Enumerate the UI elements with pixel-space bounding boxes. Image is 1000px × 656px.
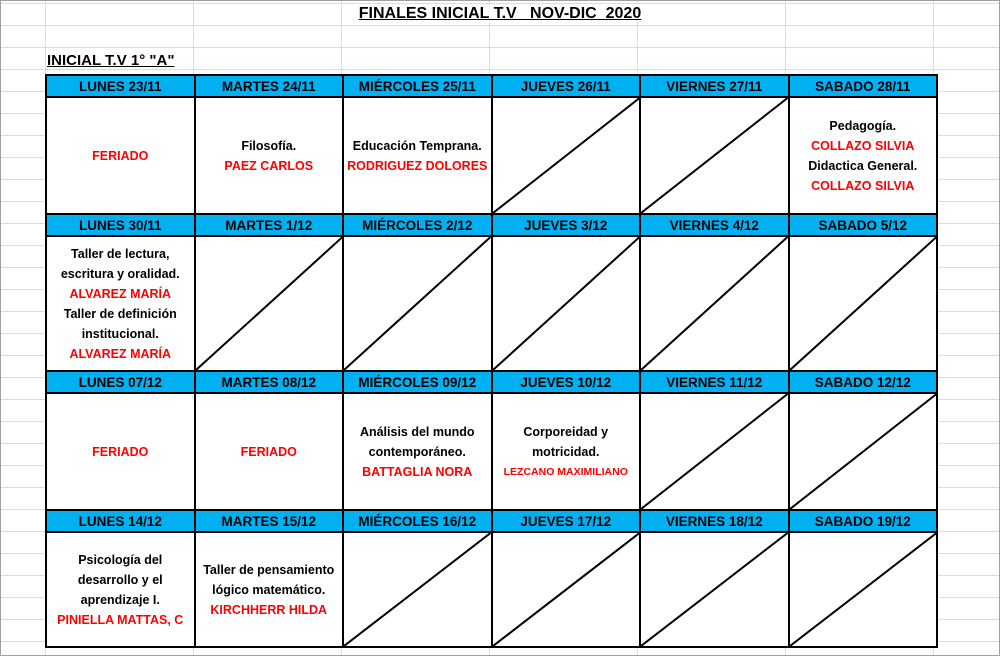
teacher-name: COLLAZO SILVIA xyxy=(811,138,915,153)
subject-name: Taller de definición xyxy=(63,306,177,321)
diagonal-line xyxy=(641,394,788,509)
exam-entry xyxy=(344,136,491,176)
day-header-monday: LUNES 14/12 xyxy=(46,510,195,532)
empty-cell xyxy=(492,532,641,647)
exam-cell xyxy=(46,236,195,371)
no-exam-slash xyxy=(493,237,640,370)
exam-entry xyxy=(47,146,194,166)
empty-cell xyxy=(492,97,641,214)
diagonal-line xyxy=(344,237,491,370)
subject-name: institucional. xyxy=(81,326,159,341)
subject-name: desarrollo y el xyxy=(77,572,163,587)
day-header-thursday: JUEVES 3/12 xyxy=(492,214,641,236)
empty-cell xyxy=(640,532,789,647)
diagonal-line xyxy=(790,394,937,509)
day-header-saturday: SABADO 5/12 xyxy=(789,214,938,236)
schedule-table xyxy=(45,74,938,648)
day-header-friday: VIERNES 27/11 xyxy=(640,75,789,97)
day-header-friday: VIERNES 4/12 xyxy=(640,214,789,236)
day-header-wednesday: MIÉRCOLES 09/12 xyxy=(343,371,492,393)
diagonal-line xyxy=(641,98,788,213)
empty-cell xyxy=(789,236,938,371)
empty-cell xyxy=(640,393,789,510)
exam-cell xyxy=(195,97,344,214)
subject-name: Taller de lectura, xyxy=(71,246,170,261)
no-exam-slash xyxy=(641,533,788,646)
page-title-text: FINALES INICIAL T.V NOV-DIC 2020 xyxy=(358,5,642,22)
subject-name: Taller de pensamiento xyxy=(203,562,335,577)
subject-name: escritura y oralidad. xyxy=(60,266,180,281)
day-header-thursday: JUEVES 17/12 xyxy=(492,510,641,532)
week-header-row xyxy=(46,214,937,236)
subject-name: lógico matemático. xyxy=(212,582,326,597)
no-exam-slash xyxy=(344,237,491,370)
teacher-name: ALVAREZ MARÍA xyxy=(69,346,172,361)
diagonal-line xyxy=(790,237,937,370)
teacher-name: FERIADO xyxy=(92,148,149,163)
exam-entry xyxy=(47,244,194,364)
exam-entry xyxy=(196,560,343,620)
exam-cell xyxy=(46,393,195,510)
week-content-row xyxy=(46,532,937,647)
day-header-thursday: JUEVES 10/12 xyxy=(492,371,641,393)
day-header-tuesday: MARTES 15/12 xyxy=(195,510,344,532)
group-subtitle: INICIAL T.V 1° "A" xyxy=(47,52,175,69)
no-exam-slash xyxy=(493,533,640,646)
exam-entry xyxy=(47,550,194,630)
day-header-wednesday: MIÉRCOLES 25/11 xyxy=(343,75,492,97)
exam-entry xyxy=(47,442,194,462)
week-header-row xyxy=(46,371,937,393)
teacher-name: FERIADO xyxy=(240,444,297,459)
subject-name: Educación Temprana. xyxy=(352,138,482,153)
subject-name: Didactica General. xyxy=(808,158,918,173)
subject-name: Filosofía. xyxy=(241,138,297,153)
no-exam-slash xyxy=(790,394,937,509)
day-header-tuesday: MARTES 24/11 xyxy=(195,75,344,97)
exam-entry xyxy=(493,422,640,482)
empty-cell xyxy=(640,97,789,214)
diagonal-line xyxy=(641,237,788,370)
no-exam-slash xyxy=(196,237,343,370)
no-exam-slash xyxy=(641,237,788,370)
diagonal-line xyxy=(641,533,788,646)
week-content-row xyxy=(46,236,937,371)
exam-cell xyxy=(492,393,641,510)
no-exam-slash xyxy=(493,98,640,213)
teacher-name: PAEZ CARLOS xyxy=(224,158,314,173)
teacher-name: RODRIGUEZ DOLORES xyxy=(347,158,488,173)
exam-entry xyxy=(196,136,343,176)
diagonal-line xyxy=(493,98,640,213)
day-header-thursday: JUEVES 26/11 xyxy=(492,75,641,97)
week-header-row xyxy=(46,75,937,97)
schedule-body xyxy=(46,75,937,647)
teacher-name: KIRCHHERR HILDA xyxy=(210,602,328,617)
diagonal-line xyxy=(493,237,640,370)
exam-cell xyxy=(46,532,195,647)
exam-cell xyxy=(343,97,492,214)
subject-name: Psicología del xyxy=(78,552,163,567)
teacher-name: ALVAREZ MARÍA xyxy=(69,286,172,301)
page-title xyxy=(0,5,1000,23)
empty-cell xyxy=(195,236,344,371)
week-content-row xyxy=(46,97,937,214)
week-content-row xyxy=(46,393,937,510)
subject-name: aprendizaje I. xyxy=(80,592,160,607)
empty-cell xyxy=(492,236,641,371)
empty-cell xyxy=(789,393,938,510)
teacher-name: COLLAZO SILVIA xyxy=(811,178,915,193)
empty-cell xyxy=(789,532,938,647)
day-header-tuesday: MARTES 1/12 xyxy=(195,214,344,236)
no-exam-slash xyxy=(790,237,937,370)
teacher-name: FERIADO xyxy=(92,444,149,459)
day-header-friday: VIERNES 18/12 xyxy=(640,510,789,532)
exam-cell xyxy=(789,97,938,214)
no-exam-slash xyxy=(641,394,788,509)
subject-name: contemporáneo. xyxy=(368,444,466,459)
subject-name: Análisis del mundo xyxy=(359,424,475,439)
day-header-friday: VIERNES 11/12 xyxy=(640,371,789,393)
week-header-row xyxy=(46,510,937,532)
no-exam-slash xyxy=(641,98,788,213)
day-header-tuesday: MARTES 08/12 xyxy=(195,371,344,393)
subject-name: Corporeidad y xyxy=(523,424,609,439)
day-header-monday: LUNES 30/11 xyxy=(46,214,195,236)
exam-entry xyxy=(790,116,937,196)
diagonal-line xyxy=(196,237,343,370)
teacher-name: LEZCANO MAXIMILIANO xyxy=(503,465,628,478)
subject-name: motricidad. xyxy=(532,444,600,459)
diagonal-line xyxy=(790,533,937,646)
exam-cell xyxy=(195,393,344,510)
empty-cell xyxy=(640,236,789,371)
day-header-saturday: SABADO 19/12 xyxy=(789,510,938,532)
empty-cell xyxy=(343,532,492,647)
exam-cell xyxy=(343,393,492,510)
day-header-saturday: SABADO 12/12 xyxy=(789,371,938,393)
day-header-monday: LUNES 23/11 xyxy=(46,75,195,97)
exam-entry xyxy=(196,442,343,462)
subject-name: Pedagogía. xyxy=(829,118,897,133)
no-exam-slash xyxy=(790,533,937,646)
exam-cell xyxy=(195,532,344,647)
teacher-name: PINIELLA MATTAS, C xyxy=(57,612,184,627)
exam-entry xyxy=(344,422,491,482)
diagonal-line xyxy=(493,533,640,646)
day-header-monday: LUNES 07/12 xyxy=(46,371,195,393)
day-header-saturday: SABADO 28/11 xyxy=(789,75,938,97)
exam-cell xyxy=(46,97,195,214)
day-header-wednesday: MIÉRCOLES 2/12 xyxy=(343,214,492,236)
empty-cell xyxy=(343,236,492,371)
day-header-wednesday: MIÉRCOLES 16/12 xyxy=(343,510,492,532)
no-exam-slash xyxy=(344,533,491,646)
diagonal-line xyxy=(344,533,491,646)
teacher-name: BATTAGLIA NORA xyxy=(362,464,473,479)
